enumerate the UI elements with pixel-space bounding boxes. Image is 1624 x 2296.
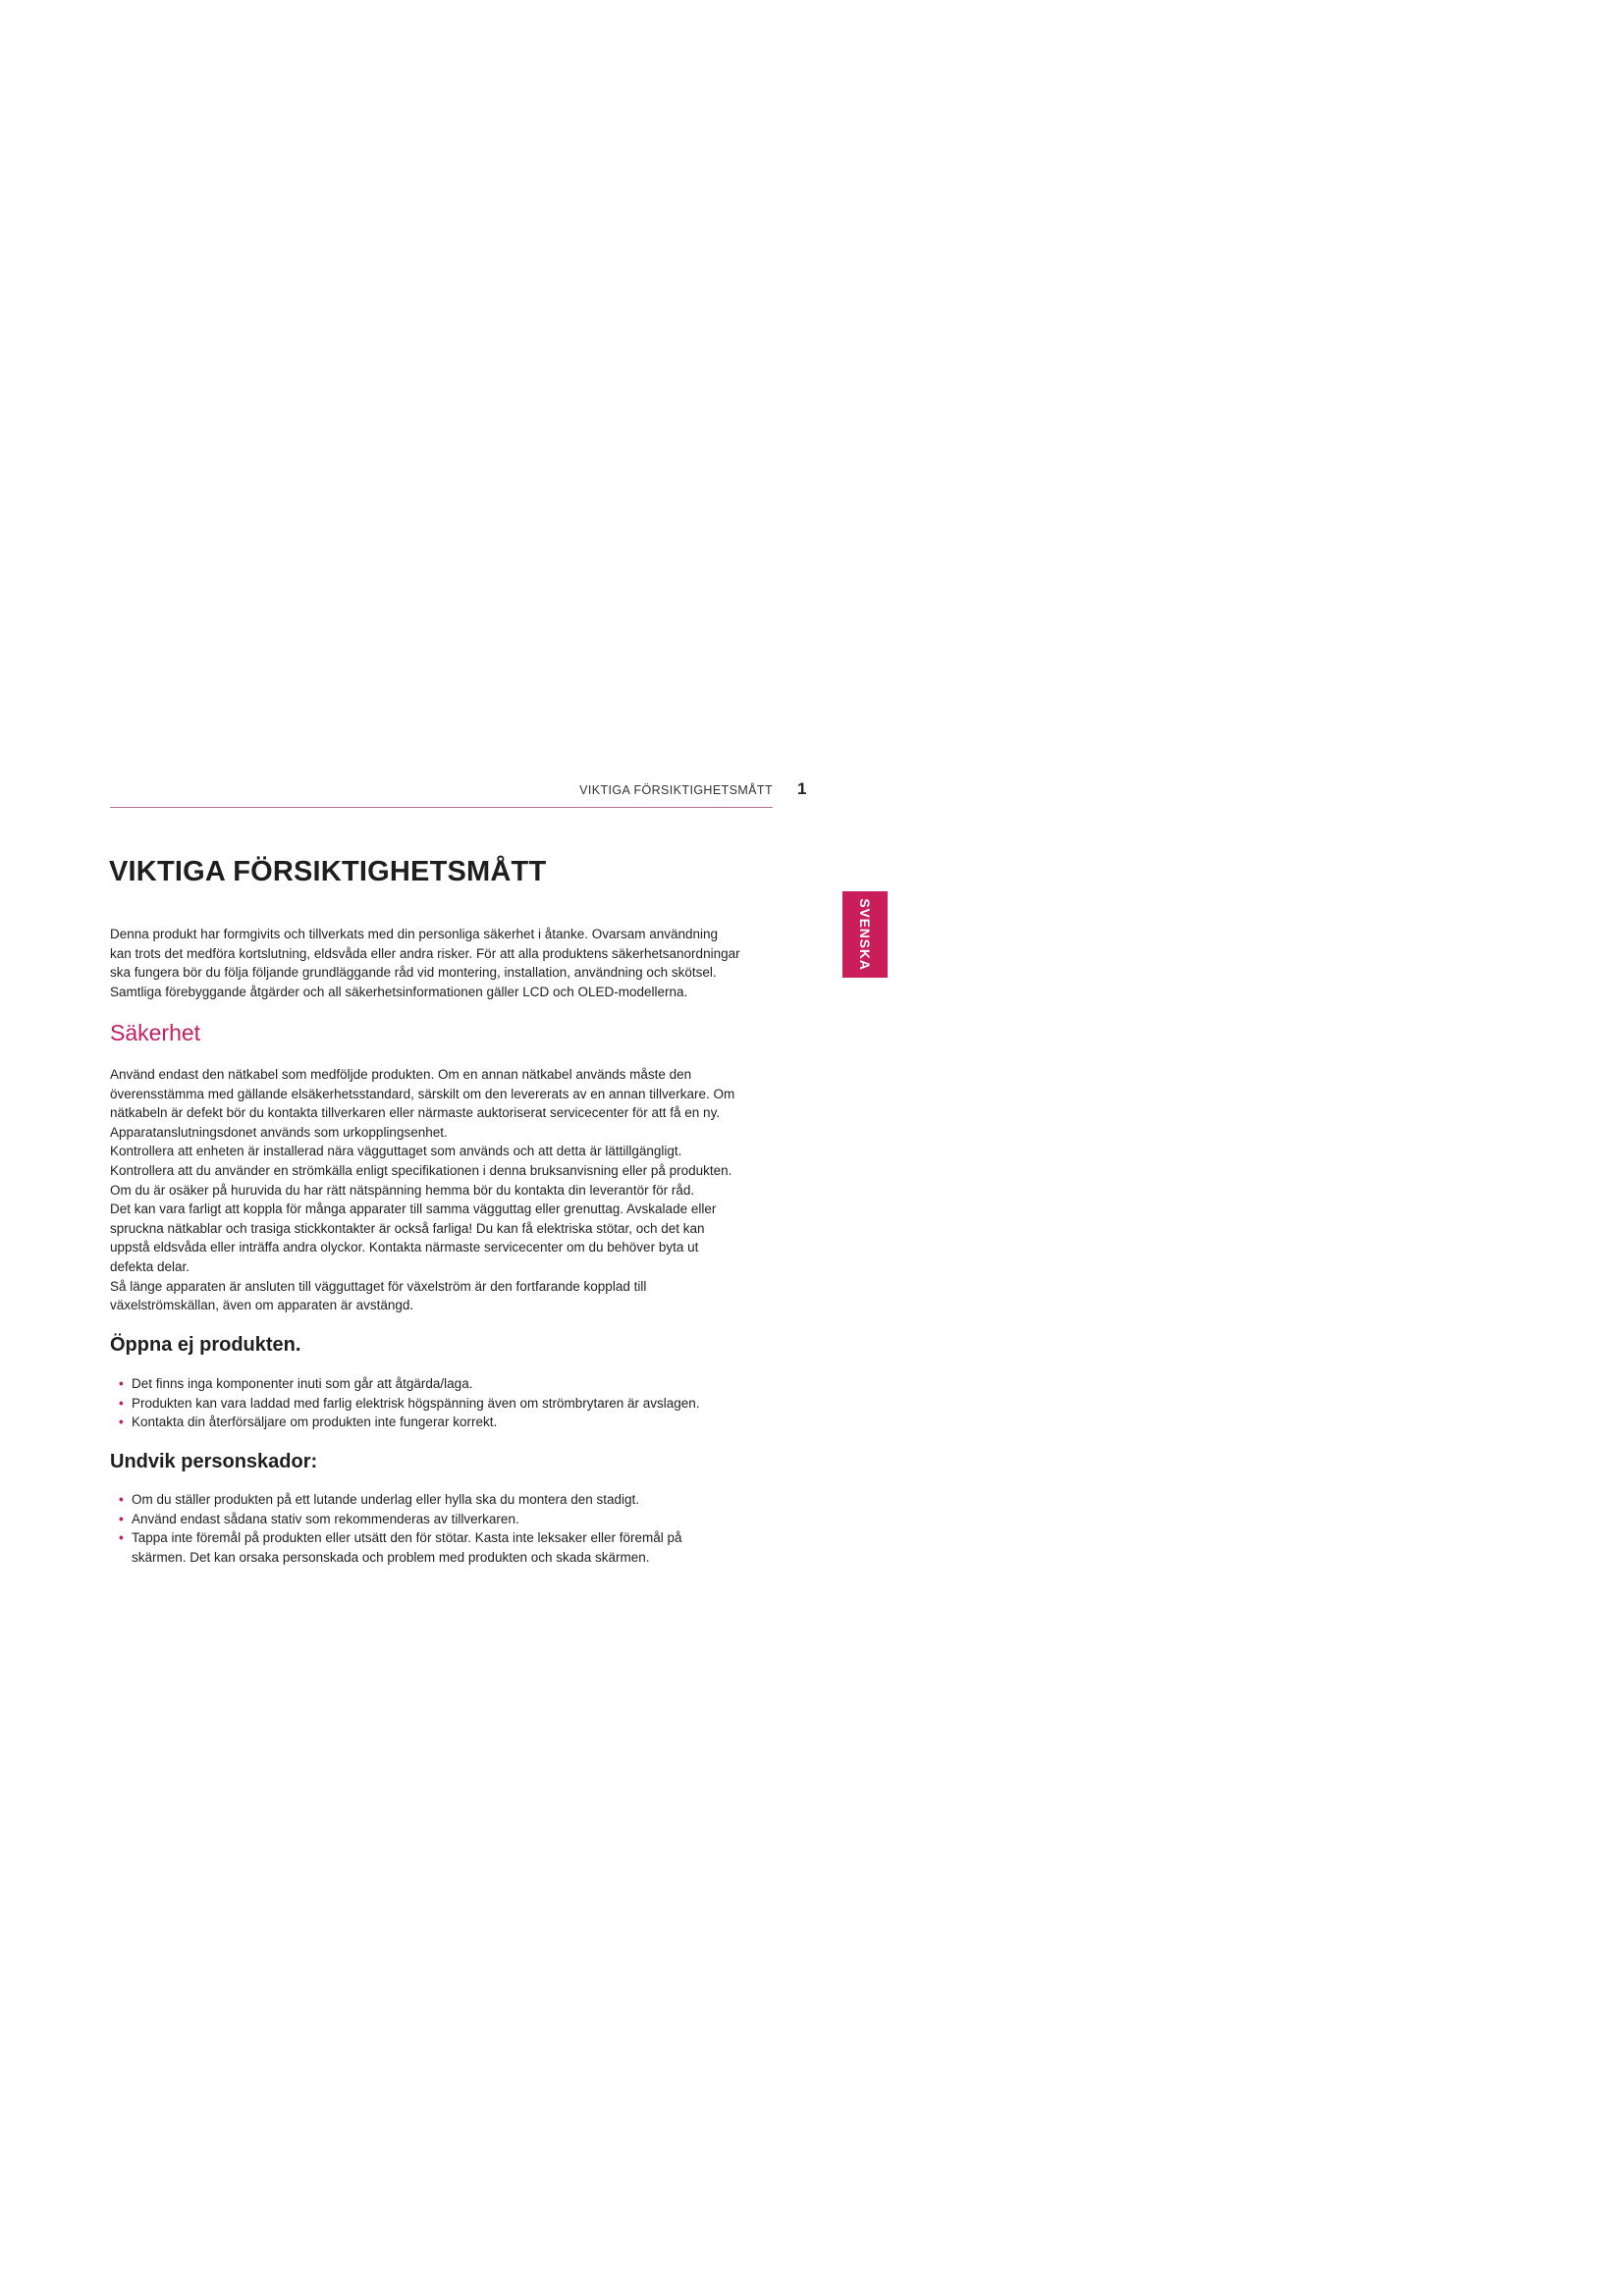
safety-line: Om du är osäker på huruvida du har rätt nätspänning hemma bör du kontakta din leverantör för råd. [110, 1182, 695, 1198]
list-item [110, 1374, 817, 1394]
safety-paragraph [110, 1065, 817, 1315]
avoid-injury-list [110, 1490, 817, 1567]
safety-line: spruckna nätkablar och trasiga stickkontakter är också farliga! Du kan få elektriska stötar, och det kan [110, 1220, 705, 1236]
intro-line: Denna produkt har formgivits och tillverkats med din personliga säkerhet i åtanke. Ovarsam användning [110, 927, 719, 941]
section-heading-safety: Säkerhet [110, 1020, 201, 1045]
safety-line: Kontrollera att du använder en strömkälla enligt specifikationen i denna bruksanvisning eller på produkten. [110, 1162, 732, 1178]
list-item [110, 1413, 817, 1432]
safety-line: Så länge apparaten är ansluten till vägguttaget för växelström är den fortfarande kopplad till [110, 1278, 647, 1294]
bullet-icon: • [119, 1376, 124, 1391]
safety-line: Apparatanslutningsdonet används som urkopplingsenhet. [110, 1124, 448, 1140]
language-tab-label: SVENSKA [857, 898, 873, 971]
safety-line: defekta delar. [110, 1258, 190, 1274]
intro-line: kan trots det medföra kortslutning, eldsvåda eller andra risker. För att alla produktens säkerhetsanordningar [110, 945, 740, 961]
list-item-text: Produkten kan vara laddad med farlig elektrisk högspänning även om strömbrytaren är avslagen. [132, 1395, 700, 1411]
safety-line: nätkabeln är defekt bör du kontakta tillverkaren eller närmaste auktoriserat servicecenter för att få en ny. [110, 1105, 721, 1121]
page-title: VIKTIGA FÖRSIKTIGHETSMÅTT [109, 856, 547, 887]
list-item [110, 1490, 817, 1510]
list-item [110, 1510, 817, 1529]
running-title: VIKTIGA FÖRSIKTIGHETSMÅTT [579, 783, 773, 797]
page-number: 1 [797, 779, 807, 798]
running-header [0, 781, 1624, 807]
safety-line: uppstå eldsvåda eller inträffa andra olyckor. Kontakta närmaste servicecenter om du behöver byta ut [110, 1240, 699, 1255]
list-item-text: Kontakta din återförsäljare om produkten inte fungerar korrekt. [132, 1415, 498, 1430]
list-item-text: Använd endast sådana stativ som rekommenderas av tillverkaren. [132, 1511, 519, 1526]
bullet-icon: • [119, 1530, 124, 1546]
intro-line: ska fungera bör du följa följande grundläggande råd vid montering, installation, användning och skötsel. [110, 965, 717, 981]
header-rule [110, 807, 773, 808]
list-item-text: Om du ställer produkten på ett lutande underlag eller hylla ska du montera den stadigt. [132, 1492, 640, 1507]
bullet-icon: • [119, 1395, 124, 1411]
language-tab [842, 891, 888, 978]
safety-line: överensstämma med gällande elsäkerhetsstandard, särskilt om den levererats av en annan tillverkare. Om [110, 1086, 735, 1101]
safety-line: Använd endast den nätkabel som medföljde produkten. Om en annan nätkabel används måste den [110, 1067, 692, 1082]
subheading-avoid-injury: Undvik personskador: [110, 1451, 318, 1472]
safety-line: Kontrollera att enheten är installerad nära vägguttaget som används och att detta är lättillgängligt. [110, 1144, 682, 1159]
list-item-continuation: skärmen. Det kan orsaka personskada och problem med produkten och skada skärmen. [132, 1549, 650, 1565]
bullet-icon: • [119, 1415, 124, 1430]
list-item [110, 1528, 817, 1567]
do-not-open-list [110, 1374, 817, 1432]
safety-line: Det kan vara farligt att koppla för många apparater till samma vägguttag eller grenuttag. Avskalade eller [110, 1201, 717, 1217]
list-item-text: Tappa inte föremål på produkten eller utsätt den för stötar. Kasta inte leksaker eller föremål på [132, 1530, 682, 1546]
intro-line: Samtliga förebyggande åtgärder och all säkerhetsinformationen gäller LCD och OLED-modellerna. [110, 984, 688, 999]
safety-line: växelströmskällan, även om apparaten är avstängd. [110, 1298, 414, 1313]
list-item-text: Det finns inga komponenter inuti som går att åtgärda/laga. [132, 1376, 473, 1391]
subheading-do-not-open: Öppna ej produkten. [110, 1334, 301, 1356]
bullet-icon: • [119, 1511, 124, 1526]
bullet-icon: • [119, 1492, 124, 1507]
intro-paragraph [110, 925, 817, 1001]
list-item [110, 1394, 817, 1414]
